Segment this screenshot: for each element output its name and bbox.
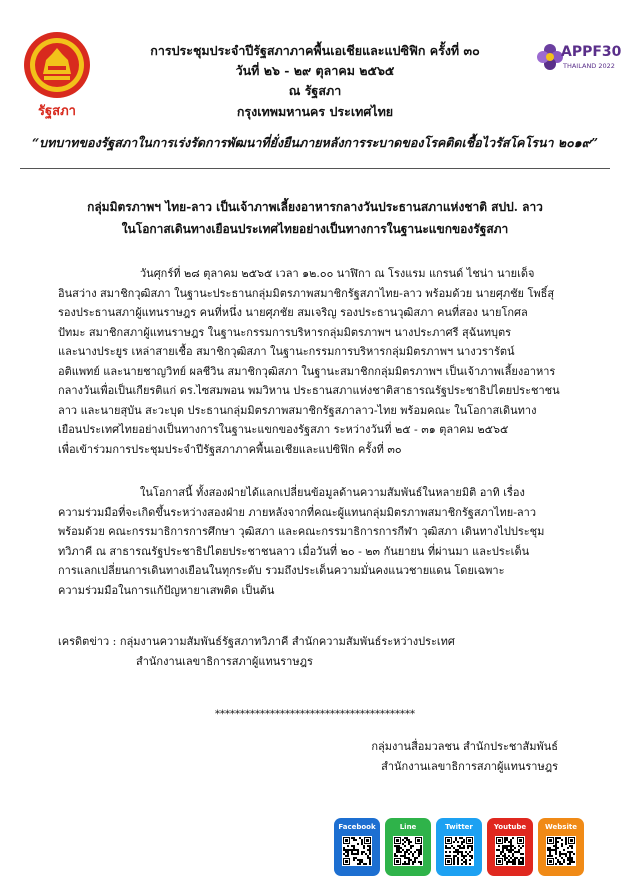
twitter-qr-icon <box>444 836 474 866</box>
footer-line-2: สำนักงานเลขาธิการสภาผู้แทนราษฎร <box>381 760 558 773</box>
body-line: ความร่วมมือในการแก้ปัญหายาเสพติด เป็นต้น <box>58 583 275 597</box>
line-qr-icon <box>393 836 423 866</box>
divider <box>20 168 610 169</box>
parliament-logo <box>22 30 92 118</box>
body-line: ความร่วมมือที่จะเกิดขึ้นระหว่างสองฝ่าย ภายหลังจากที่คณะผู้แทนกลุ่มมิตรภาพสมาชิกรัฐสภาไทย-ลาว <box>58 505 537 519</box>
website-qr-card[interactable] <box>538 818 584 876</box>
conference-title: การประชุมประจำปีรัฐสภาภาคพื้นเอเชียและแปซิฟิก ครั้งที่ ๓๐ <box>150 43 480 58</box>
line-label: Line <box>399 823 417 831</box>
body-line: ในโอกาสนี้ ทั้งสองฝ่ายได้แลกเปลี่ยนข้อมูลด้านความสัมพันธ์ในหลายมิติ อาทิ เรื่อง <box>140 486 525 499</box>
credit-line-1: เครดิตข่าว : กลุ่มงานความสัมพันธ์รัฐสภาทวิภาคี สำนักความสัมพันธ์ระหว่างประเทศ <box>58 635 455 648</box>
youtube-qr-icon <box>495 836 525 866</box>
website-qr-icon <box>546 836 576 866</box>
body-line: กลางวันเพื่อเป็นเกียรติแก่ ดร.ไซสมพอน พมวิหาน ประธานสภาแห่งชาติสาธารณรัฐประชาธิปไตยประชาชน <box>58 384 560 397</box>
conference-theme: “บทบาทของรัฐสภาในการเร่งรัดการพัฒนาที่ยั่งยืนภายหลังการระบาดของโรคติดเชื้อไวรัสโคโรนา ๒๐๑๙” <box>31 135 599 150</box>
body-line: รองประธานสภาผู้แทนราษฎร คนที่หนึ่ง นายศุภชัย สมเจริญ รองประธานวุฒิสภา คนที่สอง นายโกศล <box>58 306 528 319</box>
body-line: ทวิภาคี ณ สาธารณรัฐประชาธิปไตยประชาชนลาว เมื่อวันที่ ๒๐ - ๒๓ กันยายน ที่ผ่านมา และประเด็น <box>58 544 530 558</box>
body-line: การแลกเปลี่ยนการเดินทางเยือนในทุกระดับ รวมถึงประเด็นความมั่นคงแนวชายแดน โดยเฉพาะ <box>58 564 505 577</box>
body-line: ปัทมะ สมาชิกสภาผู้แทนราษฎร ในฐานะกรรมการบริหารกลุ่มมิตรภาพฯ นางประภาศรี สุฉันทบุตร <box>58 325 511 339</box>
body-line: เพื่อเข้าร่วมการประชุมประจำปีรัฐสภาภาคพื้นเอเชียและแปซิฟิก ครั้งที่ ๓๐ <box>58 442 402 456</box>
news-headline-line1: กลุ่มมิตรภาพฯ ไทย-ลาว เป็นเจ้าภาพเลี้ยงอาหารกลางวันประธานสภาแห่งชาติ สปป. ลาว <box>87 200 543 214</box>
body-line: ลาว และนายสุบัน สะวะบุด ประธานกลุ่มมิตรภาพสมาชิกรัฐสภาลาว-ไทย พร้อมคณะ ในโอกาสเดินทาง <box>58 403 537 417</box>
facebook-label: Facebook <box>338 823 376 831</box>
body-paragraph-1 <box>58 264 573 459</box>
body-paragraph-2 <box>58 483 573 600</box>
website-label: Website <box>545 823 577 831</box>
body-line: พร้อมด้วย คณะกรรมาธิการการศึกษา วุฒิสภา และคณะกรรมาธิการการกีฬา วุฒิสภา เดินทางไปประชุม <box>58 525 545 538</box>
youtube-qr-card[interactable] <box>487 818 533 876</box>
news-credit <box>58 632 573 672</box>
parliament-emblem-icon <box>22 30 92 100</box>
appf30-logo <box>535 42 622 88</box>
youtube-label: Youtube <box>493 823 527 831</box>
appf30-title: APPF30 <box>561 44 622 60</box>
facebook-qr-icon <box>342 836 372 866</box>
facebook-qr-card[interactable] <box>334 818 380 876</box>
parliament-logo-label: รัฐสภา <box>38 104 76 119</box>
conference-dates: วันที่ ๒๖ - ๒๙ ตุลาคม ๒๕๖๕ <box>235 63 395 78</box>
star-separator: **************************************** <box>215 709 415 720</box>
twitter-label: Twitter <box>445 823 473 831</box>
appf30-subtitle: THAILAND 2022 <box>563 62 615 70</box>
publisher-footer <box>371 737 558 777</box>
twitter-qr-card[interactable] <box>436 818 482 876</box>
body-line: อินสว่าง สมาชิกวุฒิสภา ในฐานะประธานกลุ่มมิตรภาพสมาชิกรัฐสภาไทย-ลาว พร้อมด้วย นายศุภชัย โพธิ์สุ <box>58 286 555 300</box>
body-line: เยือนประเทศไทยอย่างเป็นทางการในฐานะแขกของรัฐสภา ระหว่างวันที่ ๒๕ - ๓๑ ตุลาคม ๒๕๖๕ <box>58 423 509 436</box>
line-qr-card[interactable] <box>385 818 431 876</box>
credit-line-2: สำนักงานเลขาธิการสภาผู้แทนราษฎร <box>136 655 313 668</box>
body-line: อติแพทย์ และนายชาญวิทย์ ผลชีวิน สมาชิกวุฒิสภา ในฐานะสมาชิกกลุ่มมิตรภาพฯ เป็นเจ้าภาพเลี้ยงอาหาร <box>58 364 556 378</box>
footer-line-1: กลุ่มงานสื่อมวลชน สำนักประชาสัมพันธ์ <box>371 740 558 753</box>
body-line: วันศุกร์ที่ ๒๘ ตุลาคม ๒๕๖๕ เวลา ๑๒.๐๐ นาฬิกา ณ โรงแรม แกรนด์ ไชน่า นายเด็จ <box>140 267 535 280</box>
conference-venue: ณ รัฐสภา <box>288 83 342 98</box>
news-headline-line2: ในโอกาสเดินทางเยือนประเทศไทยอย่างเป็นทางการในฐานะแขกของรัฐสภา <box>121 222 509 236</box>
body-line: และนางประยูร เหล่าสายเชื้อ สมาชิกวุฒิสภา ในฐานะกรรมการบริหารกลุ่มมิตรภาพฯ นางวรารัตน์ <box>58 345 515 358</box>
conference-city: กรุงเทพมหานคร ประเทศไทย <box>236 104 394 119</box>
